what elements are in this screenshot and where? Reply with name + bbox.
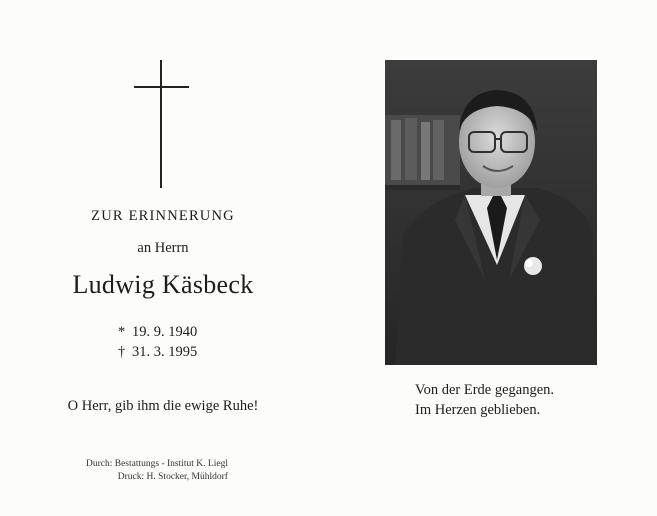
- birth-date: 19. 9. 1940: [132, 324, 198, 340]
- portrait-photo: [385, 60, 597, 365]
- death-symbol: †: [118, 344, 126, 360]
- cross-icon: [160, 60, 162, 188]
- death-date: 31. 3. 1995: [132, 344, 198, 360]
- credits-funeral-home: Durch: Bestattungs - Institut K. Liegl: [86, 459, 228, 469]
- birth-date-line: [118, 322, 197, 342]
- death-date-line: [118, 342, 197, 362]
- quote-line-1: Von der Erde gegangen.: [415, 382, 555, 398]
- credits: [86, 458, 228, 484]
- life-dates: [118, 322, 197, 362]
- prayer-text: O Herr, gib ihm die ewige Ruhe!: [67, 398, 259, 414]
- quote-line-2: Im Herzen geblieben.: [415, 402, 541, 418]
- memorial-quote: [415, 380, 554, 420]
- card-heading: ZUR ERINNERUNG: [91, 208, 235, 224]
- cross-icon-bar: [134, 86, 189, 88]
- name-prefix: an Herrn: [137, 240, 189, 256]
- credits-printer: Druck: H. Stocker, Mühldorf: [117, 472, 228, 482]
- deceased-name: Ludwig Käsbeck: [72, 270, 254, 299]
- birth-symbol: *: [118, 324, 126, 340]
